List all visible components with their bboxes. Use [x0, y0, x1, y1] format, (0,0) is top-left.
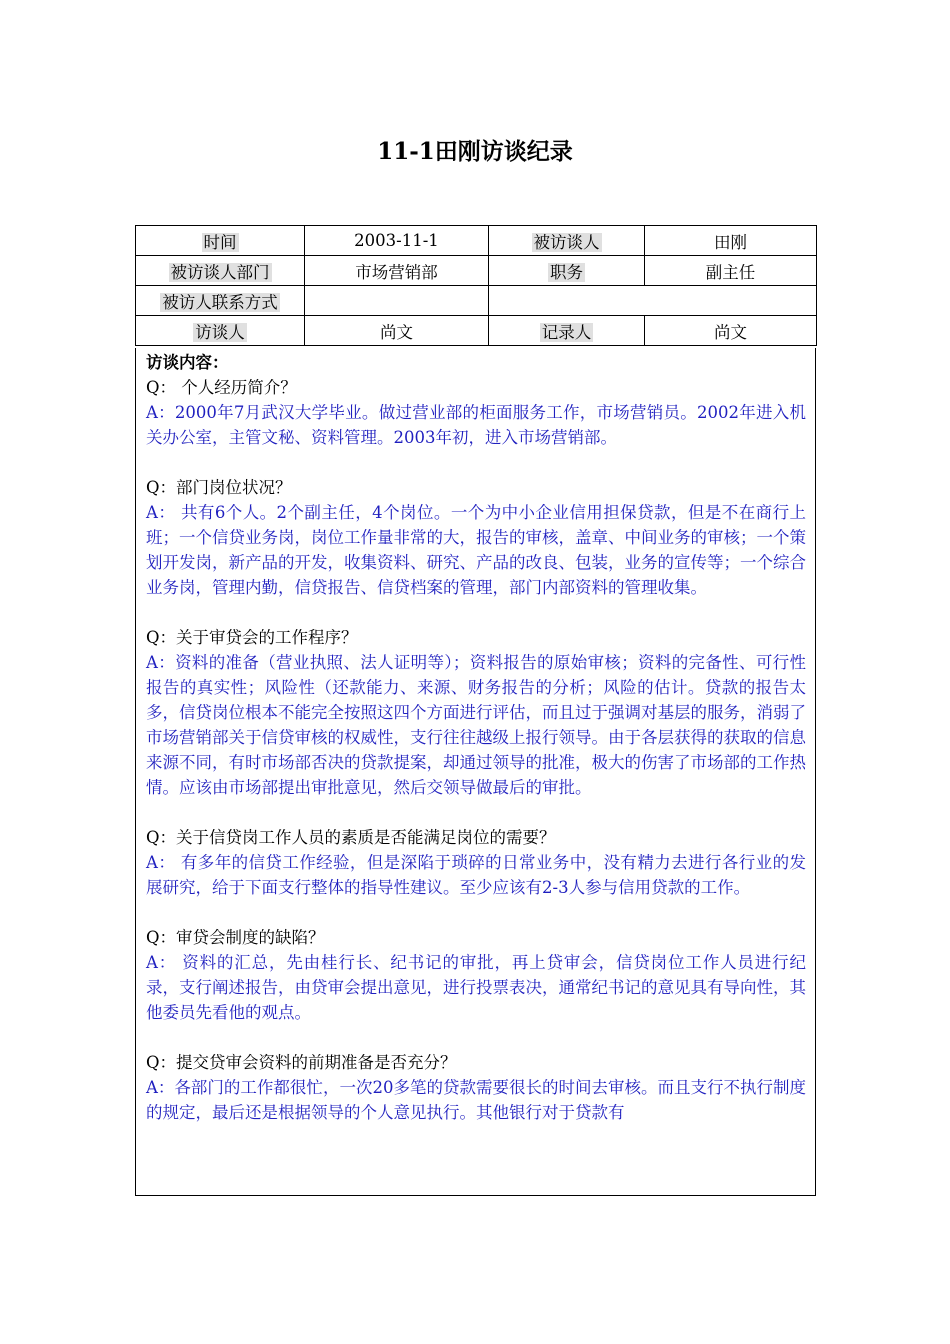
content-heading: 访谈内容： — [146, 353, 229, 372]
document-title: 11-1田刚访谈纪录 — [377, 138, 573, 165]
answer: A： 资料的汇总，先由桂行长、纪书记的审批，再上贷审会，信贷岗位工作人员进行纪录，支行阐述报告，由贷审会提出意见，进行投票表决，通常纪书记的意见具有导向性，其他委员先看他的观点。 — [146, 953, 806, 1022]
interviewer-label: 访谈人 — [195, 322, 245, 342]
info-row-contact — [136, 286, 817, 316]
contact-label: 被访人联系方式 — [162, 292, 278, 312]
contact-label-cell — [136, 286, 305, 316]
interviewee-label-cell — [489, 226, 645, 256]
contact-blank-cell — [305, 286, 489, 316]
interviewer-label-cell — [136, 316, 305, 346]
recorder-label: 记录人 — [541, 322, 592, 342]
qa-item — [146, 925, 806, 1025]
recorder-label-cell — [489, 316, 645, 346]
interviewee-value: 田刚 — [645, 226, 817, 256]
qa-item — [146, 625, 806, 800]
answer: A： 共有6个人。2个副主任，4个岗位。一个为中小企业信用担保贷款，但是不在商行上班；一个信贷业务岗，岗位工作量非常的大，报告的审核，盖章、中间业务的审核；一个策划开发岗，新产品的开发，收集资料、研究、产品的改良、包装，业务的宣传等；一个综合业务岗，管理内勤，信贷报告、信贷档案的管理，部门内部资料的管理收集。 — [146, 503, 806, 597]
answer: A：资料的准备（营业执照、法人证明等）；资料报告的原始审核；资料的完备性、可行性报告的真实性；风险性（还款能力、来源、财务报告的分析；风险的估计。贷款的报告太多，信贷岗位根本不能完全按照这四个方面进行评估，而且过于强调对基层的服务，消弱了市场营销部关于信贷审核的权威性，支行往往越级上报行领导。由于各层获得的获取的信息来源不同，有时市场部否决的贷款提案，却通过领导的批准，极大的伤害了市场部的工作热情。应该由市场部提出审批意见，然后交领导做最后的审批。 — [146, 653, 806, 797]
answer: A：2000年7月武汉大学毕业。做过营业部的柜面服务工作，市场营销员。2002年进入机关办公室，主管文秘、资料管理。2003年初，进入市场营销部。 — [146, 403, 806, 447]
position-value: 副主任 — [645, 256, 817, 286]
qa-item — [146, 1050, 806, 1125]
interview-info-table — [135, 225, 817, 346]
department-label-cell — [136, 256, 305, 286]
position-label-cell — [489, 256, 645, 286]
department-label: 被访谈人部门 — [170, 262, 270, 282]
answer: A： 有多年的信贷工作经验，但是深陷于琐碎的日常业务中，没有精力去进行各行业的发展研究，给于下面支行整体的指导性建议。至少应该有2-3人参与信用贷款的工作。 — [146, 853, 806, 897]
question: Q：部门岗位状况？ — [146, 478, 292, 497]
qa-item — [146, 475, 806, 600]
interview-content — [135, 348, 816, 1196]
interviewer-value: 尚文 — [305, 316, 489, 346]
question: Q：关于审贷会的工作程序？ — [146, 628, 358, 647]
question: Q：审贷会制度的缺陷？ — [146, 928, 325, 947]
qa-item — [146, 825, 806, 900]
question: Q： 个人经历简介？ — [146, 378, 297, 397]
answer: A：各部门的工作都很忙，一次20多笔的贷款需要很长的时间去审核。而且支行不执行制度的规定，最后还是根据领导的个人意见执行。其他银行对于贷款有 — [146, 1078, 806, 1122]
contact-value — [489, 286, 817, 316]
recorder-value: 尚文 — [645, 316, 817, 346]
time-value: 2003-11-1 — [305, 226, 489, 256]
interviewee-label: 被访谈人 — [533, 232, 600, 252]
question: Q：关于信贷岗工作人员的素质是否能满足岗位的需要？ — [146, 828, 556, 847]
qa-item — [146, 375, 806, 450]
question: Q：提交贷审会资料的前期准备是否充分？ — [146, 1053, 457, 1072]
time-label-cell — [136, 226, 305, 256]
position-label: 职务 — [550, 262, 583, 282]
info-row-time — [136, 226, 817, 256]
info-row-interviewer — [136, 316, 817, 346]
department-value: 市场营销部 — [305, 256, 489, 286]
info-row-department — [136, 256, 817, 286]
time-label: 时间 — [203, 232, 237, 252]
